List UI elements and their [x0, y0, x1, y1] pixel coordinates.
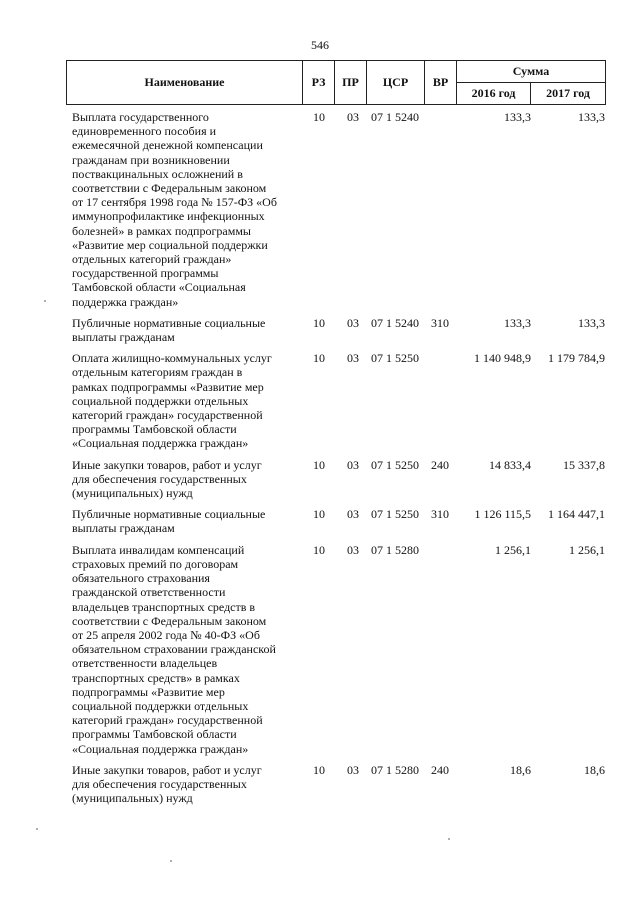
row-pr: 03: [347, 507, 359, 522]
row-csr: 07 1 5280: [371, 762, 419, 777]
row-name: Публичные нормативные социальные выплаты гражданам: [72, 507, 266, 536]
row-name: Иные закупки товаров, работ и услуг для обеспечения государственных (муниципальных) нужд: [72, 762, 262, 806]
row-pr: 03: [347, 762, 359, 777]
table-row: [0, 543, 640, 756]
row-name: Иные закупки товаров, работ и услуг для обеспечения государственных (муниципальных) нужд: [72, 457, 262, 501]
scan-speck: [36, 828, 38, 830]
row-sum-2017: 1 256,1: [569, 542, 605, 557]
scan-speck: [448, 838, 450, 840]
row-rz: 10: [313, 457, 325, 472]
table-header: [66, 60, 606, 105]
row-sum-2017: 133,3: [578, 110, 605, 124]
row-sum-2016: 1 256,1: [495, 542, 531, 557]
row-rz: 10: [313, 351, 325, 366]
header-year-2016: 2016 год: [457, 83, 531, 104]
row-pr: 03: [347, 351, 359, 366]
table-row: [0, 316, 640, 344]
row-name: Публичные нормативные социальные выплаты гражданам: [72, 315, 266, 345]
row-sum-2016: 14 833,4: [489, 457, 531, 472]
table-row: [0, 110, 640, 309]
row-csr: 07 1 5240: [371, 315, 419, 330]
row-rz: 10: [313, 507, 325, 522]
row-sum-2017: 15 337,8: [563, 457, 605, 472]
row-csr: 07 1 5280: [371, 542, 419, 557]
row-sum-2017: 133,3: [578, 315, 605, 330]
table-row: [0, 351, 640, 450]
row-sum-2016: 133,3: [504, 315, 531, 330]
row-sum-2016: 1 126 115,5: [474, 507, 531, 522]
row-sum-2016: 18,6: [510, 762, 531, 777]
row-pr: 03: [347, 110, 359, 124]
header-name: Наименование: [67, 61, 303, 104]
row-sum-2017: 18,6: [584, 762, 605, 777]
row-name: Выплата государственного единовременного пособия и ежемесячной денежной компенсации гражданам при возникновении поствакцинальных осложнений в соответствии с Федеральным законом от 17 сентября 1998 года № 157-ФЗ «Об иммунопрофилактике инфекционных болезней» в рамках подпрограммы «Развитие мер социальной поддержки отдельных категорий граждан» государственной программы Тамбовской области «Социальная поддержка граждан»: [72, 110, 277, 309]
header-rz: РЗ: [303, 61, 335, 104]
scan-speck: [44, 300, 46, 302]
header-year-2017: 2017 год: [546, 86, 590, 100]
row-vr: 310: [431, 315, 449, 330]
row-sum-2016: 133,3: [504, 110, 531, 124]
header-csr: ЦСР: [367, 61, 425, 104]
row-name: Оплата жилищно-коммунальных услуг отдельным категориям граждан в рамках подпрограммы «Развитие мер социальной поддержки отдельных категорий граждан» государственной программы Тамбовской области «Социальная поддержка граждан»: [72, 351, 272, 451]
table-row: [0, 507, 640, 535]
row-pr: 03: [347, 457, 359, 472]
header-sum: Сумма: [457, 61, 605, 83]
header-vr: ВР: [425, 61, 457, 104]
row-csr: 07 1 5240: [371, 110, 419, 124]
table-row: [0, 763, 640, 806]
row-sum-2017: 1 179 784,9: [548, 351, 605, 366]
row-rz: 10: [313, 315, 325, 330]
header-pr: ПР: [335, 61, 367, 104]
table-row: [0, 458, 640, 501]
row-sum-2017: 1 164 447,1: [548, 507, 605, 522]
row-sum-2016: 1 140 948,9: [474, 351, 531, 366]
scan-speck: [170, 860, 172, 862]
row-pr: 03: [347, 315, 359, 330]
row-csr: 07 1 5250: [371, 351, 419, 366]
row-vr: 240: [431, 762, 449, 777]
row-csr: 07 1 5250: [371, 457, 419, 472]
row-pr: 03: [347, 542, 359, 557]
row-rz: 10: [313, 110, 325, 124]
row-rz: 10: [313, 542, 325, 557]
row-rz: 10: [313, 762, 325, 777]
page-number: 546: [311, 38, 329, 52]
row-vr: 240: [431, 457, 449, 472]
table-body: [0, 110, 640, 812]
row-name: Выплата инвалидам компенсаций страховых премий по договорам обязательного страхования гражданской ответственности владельцев транспортных средств в соответствии с Федеральным законом от 25 апреля 2002 года № 40-ФЗ «Об обязательном страховании гражданской ответственности владельцев транспортных средств» в рамках подпрограммы «Развитие мер социальной поддержки отдельных категорий граждан» государственной программы Тамбовской области «Социальная поддержка граждан»: [72, 542, 276, 756]
row-csr: 07 1 5250: [371, 507, 419, 522]
row-vr: 310: [431, 507, 449, 522]
